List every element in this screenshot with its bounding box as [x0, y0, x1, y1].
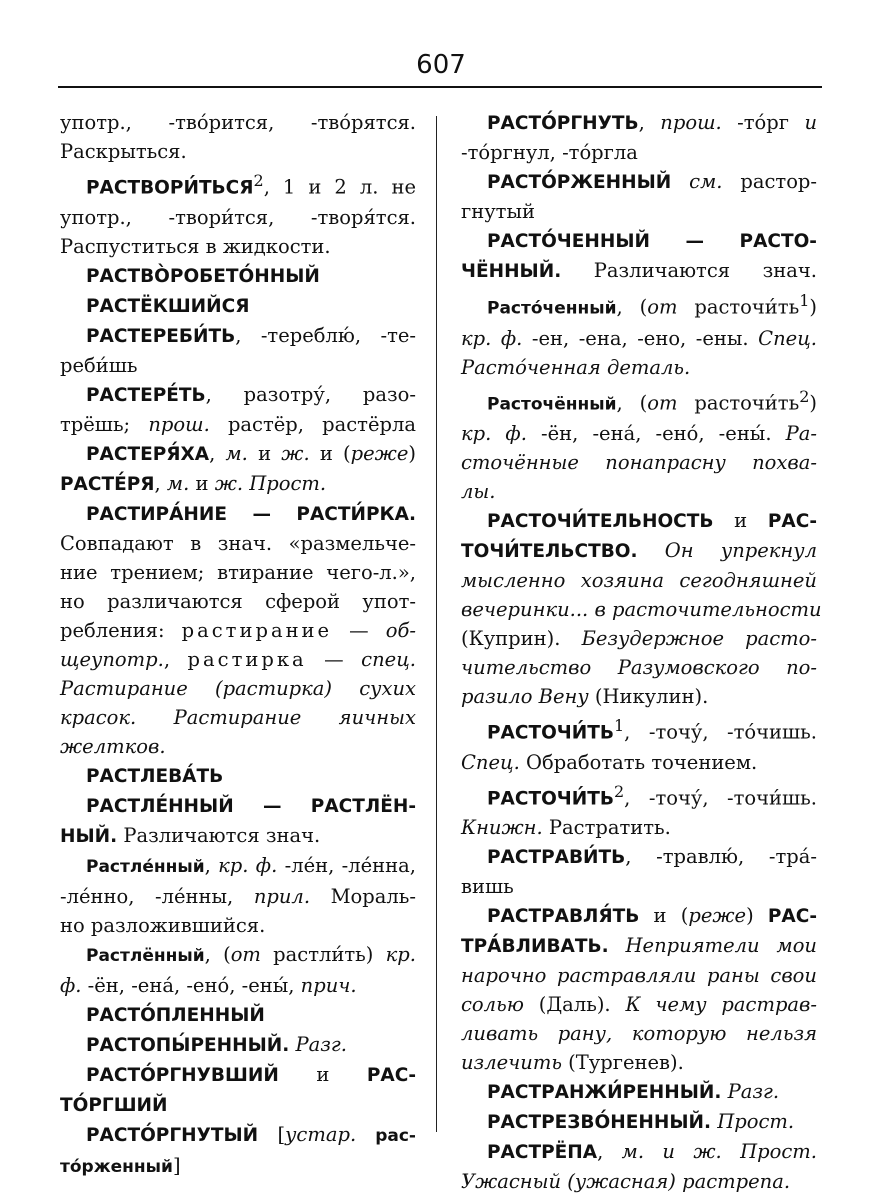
headword: РАСТРАВИ́ТЬ — [487, 847, 626, 868]
text-line — [60, 410, 416, 439]
entry-line — [60, 851, 416, 882]
headword: РАСТРЕЗВО́НЕННЫЙ. — [487, 1112, 712, 1133]
text: , 1 и 2 л. не — [263, 175, 416, 199]
text-line: Распуститься в жидкости. — [60, 234, 331, 258]
entry-line — [60, 469, 416, 499]
headword: РАС- — [767, 906, 817, 927]
text: растли́ть) — [260, 942, 386, 966]
text: , -тереблю́, -те- — [235, 323, 416, 347]
headword: РАСТРАНЖИ́РЕННЫЙ. — [487, 1082, 722, 1103]
example-line: Ужасный (ужасная) растрепа. — [461, 1170, 791, 1193]
label-italic: от — [230, 942, 261, 966]
headword: РАСТЛЕВА́ТЬ — [86, 765, 224, 787]
example-line: Растирание (растирка) сухих — [60, 676, 416, 700]
headword: РАСТЛЕ́ННЫЙ — РАСТЛЁН- — [86, 795, 416, 817]
text-line — [461, 419, 817, 448]
entry-line — [60, 166, 416, 203]
entry-line — [60, 380, 416, 410]
text: , ( — [616, 295, 648, 319]
superscript: 1 — [613, 716, 625, 735]
headword: РАС- — [366, 1064, 416, 1086]
text: и — [278, 1062, 367, 1086]
text: -ён, -ена́, -ено́, -ены́. — [526, 422, 786, 445]
entry-line — [461, 1137, 817, 1167]
entry-line — [60, 940, 416, 971]
label-italic: устар. — [285, 1122, 357, 1146]
text: ] — [172, 1153, 181, 1177]
text: , — [597, 1140, 622, 1163]
text: Различаются знач. — [561, 259, 817, 282]
entry-line — [461, 167, 817, 197]
headword: РАСТО́РГНУВШИЙ — [86, 1064, 279, 1086]
text-line: Раскрыться. — [60, 140, 187, 163]
label-italic: прош. — [660, 111, 722, 134]
text: и ( — [639, 904, 689, 927]
text: расточи́ть — [677, 391, 800, 414]
label-italic: щеупотр. — [60, 647, 164, 671]
example-line: ливать рану, которую нельзя — [461, 1022, 817, 1045]
label-italic: Ра- — [785, 422, 817, 445]
example-line: красок. Растирание яичных — [60, 705, 416, 729]
entry-line — [60, 291, 416, 321]
text: (Тургенев). — [561, 1051, 684, 1074]
label-italic: см. — [671, 170, 723, 193]
subheadword: Расточённый — [487, 394, 617, 414]
column-divider — [436, 116, 437, 1132]
text-line: употр., -твори́тся, -творя́тся. — [60, 205, 416, 229]
subheadword: то́рженный — [60, 1156, 173, 1177]
entry-line — [461, 842, 817, 872]
text: — — [306, 647, 362, 671]
entry-line — [461, 226, 817, 256]
entry-line — [60, 439, 416, 469]
label-italic: реже — [350, 441, 409, 465]
spaced-term: растирка — [187, 647, 307, 671]
text-line: реби́шь — [60, 353, 138, 377]
text: Мораль- — [310, 884, 417, 908]
text-line — [461, 1048, 817, 1077]
label-italic: Разг. — [721, 1080, 780, 1103]
entry-line — [461, 931, 817, 961]
headword: НЫЙ. — [60, 825, 118, 847]
text: растёр, растёрла — [209, 412, 417, 436]
entry-line — [60, 1151, 416, 1182]
label-italic: спец. — [361, 647, 416, 671]
quote-italic: излечить — [461, 1051, 562, 1074]
entry-line — [60, 261, 416, 291]
text: -ён, -ена́, -ено́, -ены́, — [81, 973, 301, 997]
entry-line — [461, 256, 817, 286]
text: и — [189, 471, 215, 495]
label-italic: м. — [166, 471, 190, 495]
entry-line — [60, 1120, 416, 1151]
text-line — [461, 990, 817, 1019]
text-line: вишь — [461, 875, 514, 898]
text-line: ние трением; втирание чего-л.», — [60, 560, 416, 584]
text-line: гнутый — [461, 200, 535, 223]
text: расточи́ть — [677, 295, 800, 319]
text: (Куприн). — [461, 627, 582, 650]
headword: РАСТВО̀РОБЕТО́ННЫЙ — [86, 265, 320, 287]
text: , — [163, 647, 188, 671]
text: , разотру́, разо- — [205, 382, 416, 406]
headword: РАСТЁКШИЙСЯ — [86, 295, 250, 317]
text-line — [461, 624, 817, 653]
text: и ( — [309, 441, 351, 465]
quote-italic: Безудержное расто- — [581, 627, 817, 650]
label-italic: ж. — [281, 441, 310, 465]
text-line: Совпадают в знач. «размельче- — [60, 531, 416, 555]
entry-line — [461, 108, 817, 138]
quote-italic: солью — [461, 993, 524, 1016]
text: , ( — [616, 391, 648, 414]
example-line: желтков. — [60, 734, 166, 758]
headword: РАСТОЧИ́ТЬ — [487, 788, 614, 809]
entry-line — [60, 1000, 416, 1030]
text-line — [60, 882, 416, 911]
label-italic: кр. — [385, 942, 416, 966]
label-italic: м. — [225, 441, 248, 465]
spaced-term: растирание — [181, 618, 333, 642]
headword: РАСТО́РГНУТЬ — [487, 113, 639, 134]
example-line: сточённые понапрасну похва- — [461, 451, 817, 474]
text: , -точу́, -то́чишь. — [624, 720, 817, 744]
headword: РАСТО́ПЛЕННЫЙ — [86, 1004, 265, 1026]
example-line: мысленно хозяина сегодняшней — [461, 569, 817, 592]
example-line: лы. — [461, 480, 496, 503]
superscript: 2 — [613, 781, 625, 801]
page-number: 607 — [416, 50, 466, 80]
headword: РАСТО́РЖЕННЫЙ — [487, 172, 672, 193]
text: ребления: — [60, 618, 182, 642]
entry-line — [461, 506, 817, 536]
headword: РАСТЕРЯ́ХА — [86, 443, 210, 465]
left-column — [60, 108, 416, 1182]
header-rule — [58, 86, 822, 88]
headword: РАСТЕРЕБИ́ТЬ — [86, 325, 236, 347]
label-italic: Книжн. — [461, 816, 543, 839]
text: -то́рг — [721, 111, 805, 134]
example-line: вечеринки... в расточительности — [461, 598, 822, 621]
quote-italic: Неприятели мои — [608, 934, 817, 957]
headword: РАСТИРА́НИЕ — РАСТИ́РКА. — [86, 503, 416, 525]
label-italic: прош. — [148, 412, 210, 436]
headword: РАСТО́РГНУТЫЙ — [86, 1124, 259, 1146]
superscript: 2 — [253, 171, 264, 190]
label-italic: об- — [385, 618, 416, 642]
entry-line — [461, 1107, 817, 1137]
text: ) — [746, 904, 768, 927]
text: , — [209, 441, 226, 465]
example-line: Расто́ченная деталь. — [461, 355, 691, 379]
superscript: 2 — [799, 386, 810, 406]
headword: РАСТЕРЕ́ТЬ — [86, 384, 206, 406]
headword: РАСТОПЫ́РЕННЫЙ. — [86, 1034, 290, 1056]
text: , — [154, 471, 167, 495]
text: Обработать точением. — [519, 750, 758, 774]
text-line — [461, 748, 817, 777]
example-line: нарочно растравляли раны свои — [461, 964, 817, 987]
label-italic: кр. ф. — [218, 853, 278, 877]
label-italic: Разг. — [289, 1032, 347, 1056]
text: (Никулин). — [588, 685, 709, 708]
label-italic: кр. ф. — [461, 326, 523, 350]
headword: РАСТРАВЛЯ́ТЬ — [487, 906, 640, 927]
label-italic: Прост. — [711, 1110, 795, 1133]
entry-line — [461, 382, 817, 420]
text-line: употр., -тво́рится, -тво́рятся. — [60, 111, 416, 134]
entry-line — [461, 286, 817, 324]
entry-line — [461, 777, 817, 814]
text: , — [638, 111, 661, 134]
text: -ле́нно, -ле́нны, — [60, 884, 254, 908]
entry-line — [461, 536, 817, 566]
entry-line — [60, 1090, 416, 1120]
label-italic: м. и ж. Прост. — [621, 1140, 817, 1163]
subheadword: Растле́нный — [86, 856, 205, 877]
label-italic: реже — [688, 904, 747, 927]
text: ) — [408, 441, 416, 465]
headword: РАСТРЁПА — [487, 1142, 598, 1163]
headword: РАСТОЧИ́ТЬ — [487, 722, 614, 744]
entry-line — [60, 1060, 416, 1090]
text: (Даль). — [523, 993, 626, 1016]
text: и — [247, 441, 282, 465]
label-italic: Спец. — [461, 750, 520, 774]
text-line — [461, 682, 817, 711]
subheadword: рас- — [356, 1125, 416, 1146]
label-italic: ж. Прост. — [214, 471, 327, 495]
text: ) — [809, 295, 817, 319]
text: трёшь; — [60, 412, 149, 436]
text-line — [60, 971, 416, 1000]
text-line: но разложившийся. — [60, 913, 266, 937]
superscript: 1 — [799, 291, 810, 310]
quote-italic: К чему растрав- — [625, 993, 817, 1016]
text: , -травлю́, -тра́- — [625, 845, 817, 868]
headword: РАСТЕ́РЯ — [60, 473, 155, 495]
text: [ — [258, 1122, 286, 1146]
text: Растратить. — [542, 816, 671, 839]
text-line — [60, 616, 416, 645]
entry-line — [461, 901, 817, 931]
label-italic: ф. — [60, 973, 82, 997]
text: и — [713, 509, 768, 532]
quote-italic: разило Вену — [461, 685, 589, 708]
entry-line — [60, 761, 416, 791]
headword: РАС- — [767, 511, 817, 532]
entry-line — [60, 321, 416, 351]
headword: ТО́РГШИЙ — [60, 1094, 168, 1116]
headword: ТРА́ВЛИВАТЬ. — [461, 936, 609, 957]
headword: ЧЁННЫЙ. — [461, 261, 562, 282]
text-line — [461, 813, 817, 842]
text: -ле́н, -ле́нна, — [277, 853, 416, 877]
entry-line — [461, 711, 817, 748]
subheadword: Расто́ченный — [487, 298, 617, 319]
text: , -точу́, -точи́шь. — [624, 786, 817, 809]
text: , ( — [204, 942, 231, 966]
text: ) — [809, 391, 817, 414]
text: — — [332, 618, 386, 642]
entry-line — [60, 791, 416, 821]
headword: РАСТВОРИ́ТЬСЯ — [86, 177, 254, 199]
text: растор- — [722, 170, 817, 193]
label-italic: кр. ф. — [461, 422, 527, 445]
text: -ен, -ена, -ено, -ены. — [522, 326, 759, 350]
entry-line — [461, 1077, 817, 1107]
text-line: но различаются сферой упот- — [60, 589, 416, 613]
label-italic: и — [804, 111, 817, 134]
headword: РАСТОЧИ́ТЕЛЬНОСТЬ — [487, 511, 714, 532]
label-italic: прил. — [253, 884, 311, 908]
subheadword: Растлённый — [86, 945, 205, 966]
text-line: -то́ргнул, -то́ргла — [461, 141, 638, 164]
entry-line — [60, 1030, 416, 1060]
example-line: чительство Разумовского по- — [461, 656, 817, 679]
label-italic: прич. — [300, 973, 357, 997]
label-italic: от — [647, 391, 678, 414]
headword: РАСТО́ЧЕННЫЙ — РАСТО- — [487, 231, 817, 252]
entry-line — [60, 821, 416, 851]
text: , — [204, 853, 219, 877]
text-line — [60, 645, 416, 674]
headword: ТОЧИ́ТЕЛЬСТВО. — [461, 541, 638, 562]
quote-italic: Он упрекнул — [637, 539, 817, 562]
entry-line — [60, 499, 416, 529]
label-italic: от — [647, 295, 678, 319]
text-line — [461, 324, 817, 353]
text: Различаются знач. — [117, 823, 321, 847]
right-column — [461, 108, 822, 1196]
label-italic: Спец. — [758, 326, 817, 350]
